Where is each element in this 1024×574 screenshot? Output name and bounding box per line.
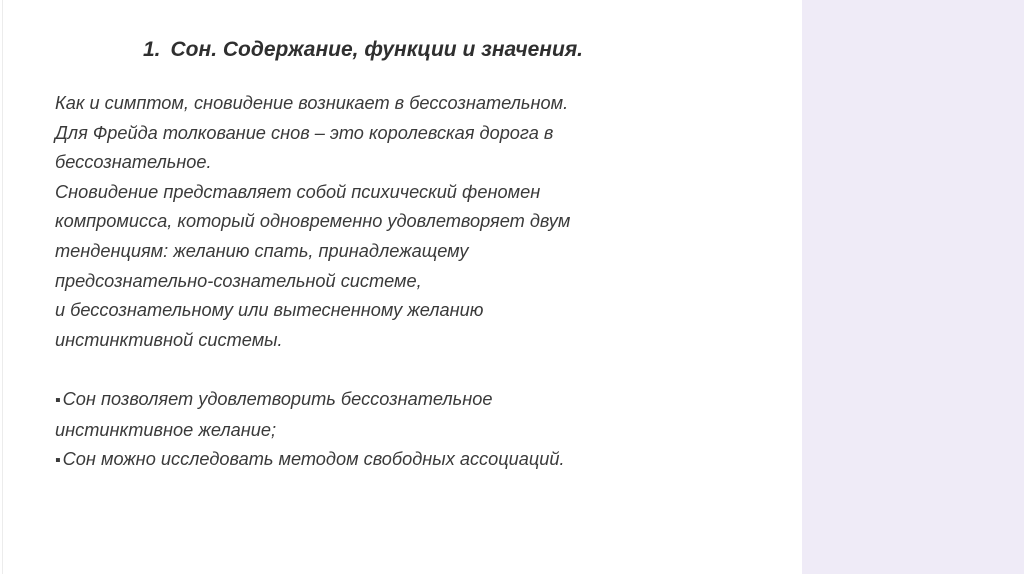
title-number: 1. bbox=[143, 38, 161, 61]
slide-body bbox=[55, 89, 795, 476]
slide-title bbox=[143, 36, 763, 64]
paragraph-line-5: компромисса, который одновременно удовлетворяет двум bbox=[55, 211, 571, 232]
bullet-item-2-line-1 bbox=[55, 445, 795, 476]
paragraph-line-6: тенденциям: желанию спать, принадлежащему bbox=[55, 240, 469, 261]
paragraph-line-8: и бессознательному или вытесненному желанию bbox=[55, 300, 484, 321]
right-side-panel bbox=[802, 0, 1024, 574]
bullet-item-1-text-1: Сон позволяет удовлетворить бессознательное bbox=[62, 388, 493, 409]
paragraph-line-7: предсознательно-сознательной системе, bbox=[55, 270, 422, 291]
bullet-item-2-text-1: Сон можно исследовать методом свободных ассоциаций. bbox=[62, 449, 565, 470]
paragraph-line-2: Для Фрейда толкование снов – это королевская дорога в bbox=[55, 122, 554, 143]
bullet-marker-2: ▪ bbox=[55, 452, 61, 470]
bullet-item-1-line-1 bbox=[55, 385, 795, 416]
paragraph-line-3: бессознательное. bbox=[55, 152, 212, 173]
paragraph-line-9: инстинктивной системы. bbox=[55, 329, 283, 350]
bullet-item-1-line-2: инстинктивное желание; bbox=[55, 419, 277, 440]
paragraph-line-4: Сновидение представляет собой психический феномен bbox=[55, 181, 541, 202]
paragraph-line-1: Как и симптом, сновидение возникает в бессознательном. bbox=[55, 93, 569, 113]
bullet-marker-1: ▪ bbox=[55, 391, 61, 409]
paragraph-spacer bbox=[55, 355, 795, 385]
left-border bbox=[2, 0, 3, 574]
title-text: Сон. Содержание, функции и значения. bbox=[170, 38, 584, 61]
